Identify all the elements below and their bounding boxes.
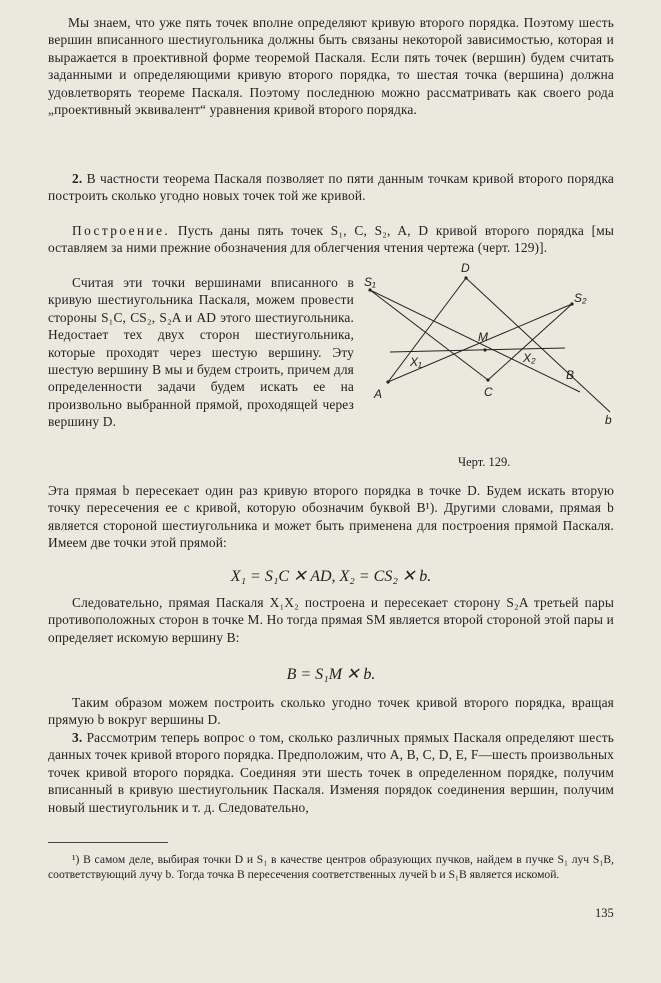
line-s1-c	[370, 290, 488, 380]
paragraph-number: 2.	[72, 171, 83, 186]
formula-2: B = S₁M ✕ b.	[286, 666, 376, 683]
label-x2: X₂	[523, 351, 536, 365]
paragraph-3	[48, 222, 614, 257]
formula-1: X₁ = S₁C ✕ AD, X₂ = CS₂ ✕ b.	[230, 568, 432, 585]
paragraph-text: Пусть даны пять точек S₁, C, S₂, A, D кривой второго порядка [мы оставляем за ними прежние обозначения для облегчения чтения чертежа (черт. 129)].	[48, 223, 615, 256]
paragraph-1: Мы знаем, что уже пять точек вполне определяют кривую второго порядка. Поэтому шесть вершин вписанного шестиугольника должны быть связаны некоторой зависимостью, которая и выражается в проективной форме теоремой Паскаля. Если пять точек (вершин) будем считать заданными и определяющими кривую второго порядка, то шестая точка (вершина) должна удовлетворять теореме Паскаля. Поэтому последнюю можно рассматривать как своего рода „проективный эквивалент“ уравнения кривой второго порядка.	[48, 15, 614, 118]
label-m: M	[478, 330, 488, 344]
figure-caption: Черт. 129.	[458, 455, 511, 469]
label-a: A	[374, 387, 383, 401]
paragraph-number: 3.	[72, 730, 83, 745]
label-s2: S₂	[574, 291, 587, 305]
footnote: ¹) В самом деле, выбирая точки D и S₁ в качестве центров образующих пучков, найдем в пучке S₁ луч S₁B, соответствующий лучу b. Тогда точка B пересечения соответственных лучей b и S₁B является искомой.	[48, 853, 614, 881]
label-s1: S₁	[364, 275, 376, 289]
paragraph-text: В частности теорема Паскаля позволяет по пяти данным точкам кривой второго порядка построить сколько угодно новых точек той же кривой.	[48, 171, 614, 204]
label-b-line: b	[605, 413, 612, 427]
label-d: D	[461, 262, 470, 275]
figure-129	[360, 262, 620, 452]
paragraph-text: Рассмотрим теперь вопрос о том, сколько различных прямых Паскаля определяют шесть данных точек кривой второго порядка. Предположим, что A, B, C, D, E, F—шесть произвольных точек кривой второго порядка. Соединяя эти шесть точек в определенном порядке, получим вписанный в кривую шестиугольник Паскаля. Изменяя порядок соединения вершин, получим новый шестиугольник и т. д. Следовательно,	[48, 730, 615, 815]
line-a-d	[388, 278, 466, 382]
page-number: 135	[595, 906, 614, 920]
paragraph-2	[48, 170, 614, 205]
footnote-rule	[48, 842, 168, 843]
pascal-line	[390, 348, 565, 352]
label-c: C	[484, 385, 493, 399]
label-x1: X₁	[410, 355, 422, 369]
paragraph-8	[48, 729, 614, 816]
line-c-s2	[488, 304, 575, 382]
paragraph-6: Следовательно, прямая Паскаля X₁X₂ построена и пересекает сторону S₂A третьей пары противоположных сторон в точке M. Но тогда прямая SM является второй стороной этой пары и определяет искомую вершину B:	[48, 595, 614, 645]
label-b-point: B	[566, 368, 575, 382]
construction-heading: Построение.	[72, 223, 171, 238]
paragraph-5: Эта прямая b пересекает один раз кривую второго порядка в точке D. Будем искать вторую точку пересечения ее с кривой, которую обозначим буквой B¹). Другими словами, прямая b является стороной шестиугольника и может быть применена для построения прямой Паскаля. Имеем две точки этой прямой:	[48, 483, 614, 551]
paragraph-7: Таким образом можем построить сколько угодно точек кривой второго порядка, вращая прямую b вокруг вершины D.	[48, 695, 614, 728]
paragraph-4: Считая эти точки вершинами вписанного в кривую шестиугольника Паскаля, можем провести стороны S₁C, CS₂, S₂A и AD этого шестиугольника. Недостает тех двух сторон шестиугольника, которые проходят через шестую вершину. Эту шестую вершину B мы и будем строить, причем для определенности задачи будем искать ее на произвольно выбранной прямой, проходящей через вершину D.	[48, 275, 354, 430]
